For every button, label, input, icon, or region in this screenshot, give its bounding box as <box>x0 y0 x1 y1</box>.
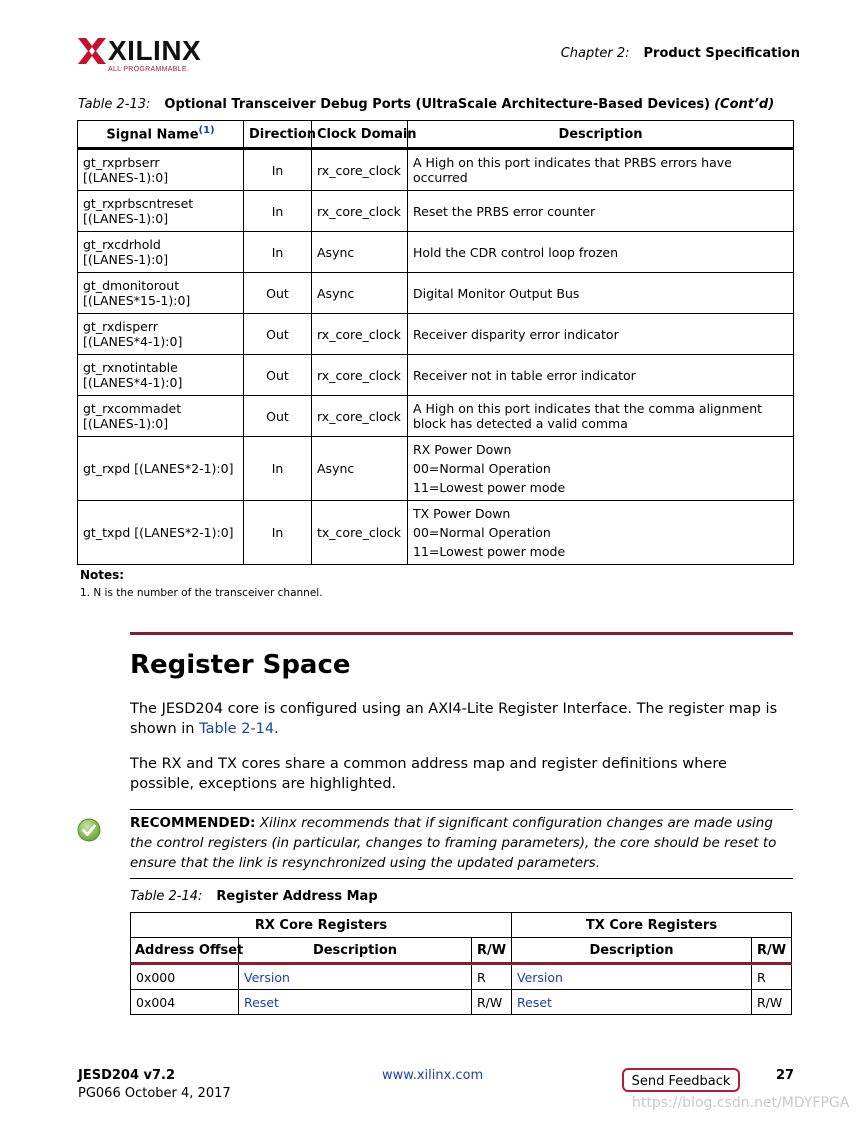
chapter-title: Product Specification <box>643 46 800 61</box>
address-offset-cell: 0x000 <box>131 964 239 990</box>
table-row <box>78 314 794 355</box>
watermark-text: https://blog.csdn.net/MDYFPGA <box>632 1095 850 1111</box>
header-address-offset: Address Offset <box>131 938 239 964</box>
description-cell: Digital Monitor Output Bus <box>408 273 794 314</box>
direction-cell: Out <box>244 314 312 355</box>
rx-description-cell <box>239 964 472 990</box>
recommended-text: Xilinx recommends that if significant configuration changes are made using the control registers (in particular, changes to framing parameters), the core should be reset to ensure that the link is resynchronized using the updated parameters. <box>130 815 777 871</box>
header-signal-name: Signal Name$^{(1)}$ <box>78 121 244 149</box>
table-header-row <box>78 121 794 149</box>
signal-name-cell: gt_rxdisperr [(LANES*4-1):0] <box>78 314 244 355</box>
direction-cell: In <box>244 149 312 191</box>
header-description: Description <box>408 121 794 149</box>
signal-name-cell: gt_rxpd [(LANES*2-1):0] <box>78 437 244 501</box>
table-group-header-row <box>131 913 792 938</box>
direction-cell: Out <box>244 273 312 314</box>
debug-ports-table <box>77 120 794 565</box>
header-tx-rw: R/W <box>752 938 792 964</box>
table-header-row <box>131 938 792 964</box>
signal-name-cell: gt_dmonitorout [(LANES*15-1):0] <box>78 273 244 314</box>
table-row <box>131 990 792 1015</box>
footer-doc-date: PG066 October 4, 2017 <box>78 1086 231 1101</box>
rx-rw-cell: R/W <box>472 990 512 1015</box>
header-clock-domain: Clock Domain <box>312 121 408 149</box>
rx-rw-cell: R <box>472 964 512 990</box>
rx-reset-link[interactable]: Reset <box>244 994 279 1010</box>
table1-caption-label: Table 2-13: <box>78 97 151 112</box>
rx-description-cell <box>239 990 472 1015</box>
tx-description-cell <box>512 964 752 990</box>
recommended-check-icon <box>77 818 101 842</box>
description-cell: Reset the PRBS error counter <box>408 191 794 232</box>
tx-version-link[interactable]: Version <box>517 969 563 985</box>
description-cell: Receiver disparity error indicator <box>408 314 794 355</box>
table-row <box>78 232 794 273</box>
header-tx-description: Description <box>512 938 752 964</box>
table-2-14-link[interactable]: Table 2-14 <box>199 721 275 737</box>
signal-name-cell: gt_rxnotintable [(LANES*4-1):0] <box>78 355 244 396</box>
note-item: 1. N is the number of the transceiver channel. <box>80 587 323 599</box>
signal-name-cell: gt_rxprbscntreset [(LANES-1):0] <box>78 191 244 232</box>
table2-caption-label: Table 2-14: <box>130 889 203 904</box>
table-row <box>78 149 794 191</box>
recommended-label: RECOMMENDED: <box>130 815 256 831</box>
logo-tagline: ALL PROGRAMMABLE. <box>108 66 190 73</box>
table-row <box>78 501 794 565</box>
clock-domain-cell: rx_core_clock <box>312 149 408 191</box>
description-cell: Hold the CDR control loop frozen <box>408 232 794 273</box>
table-row <box>78 437 794 501</box>
clock-domain-cell: Async <box>312 437 408 501</box>
table-row <box>131 964 792 990</box>
notes-title: Notes: <box>80 568 125 582</box>
chapter-label: Chapter 2: <box>560 46 630 61</box>
header-rx-description: Description <box>239 938 472 964</box>
register-address-map-table <box>130 912 792 1015</box>
description-cell: RX Power Down 00=Normal Operation 11=Lowest power mode <box>408 437 794 501</box>
address-offset-cell: 0x004 <box>131 990 239 1015</box>
signal-name-cell: gt_rxcdrhold [(LANES-1):0] <box>78 232 244 273</box>
signal-name-cell: gt_rxprbserr [(LANES-1):0] <box>78 149 244 191</box>
direction-cell: In <box>244 232 312 273</box>
tx-rw-cell: R/W <box>752 990 792 1015</box>
table1-caption <box>78 97 774 112</box>
rx-version-link[interactable]: Version <box>244 969 290 985</box>
table2-caption <box>130 889 378 904</box>
direction-cell: Out <box>244 396 312 437</box>
header-direction: Direction <box>244 121 312 149</box>
clock-domain-cell: Async <box>312 273 408 314</box>
direction-cell: Out <box>244 355 312 396</box>
table1-caption-title: Optional Transceiver Debug Ports (UltraScale Architecture-Based Devices) <box>164 97 711 112</box>
description-cell: A High on this port indicates that the comma alignment block has detected a valid comma <box>408 396 794 437</box>
table2-caption-title: Register Address Map <box>216 889 378 904</box>
paragraph: The RX and TX cores share a common address map and register definitions where possible, exceptions are highlighted. <box>130 756 727 792</box>
footer-doc-title: JESD204 v7.2 <box>78 1068 176 1083</box>
clock-domain-cell: rx_core_clock <box>312 396 408 437</box>
tx-rw-cell: R <box>752 964 792 990</box>
xilinx-logo-icon <box>78 38 106 64</box>
clock-domain-cell: rx_core_clock <box>312 191 408 232</box>
direction-cell: In <box>244 191 312 232</box>
clock-domain-cell: Async <box>312 232 408 273</box>
section-divider <box>130 632 793 635</box>
header-rx-core-registers: RX Core Registers <box>131 913 512 938</box>
table-row <box>78 191 794 232</box>
recommended-callout <box>130 809 793 879</box>
footer-website-link[interactable]: www.xilinx.com <box>382 1068 484 1083</box>
header-rx-rw: R/W <box>472 938 512 964</box>
direction-cell: In <box>244 501 312 565</box>
description-cell: A High on this port indicates that PRBS errors have occurred <box>408 149 794 191</box>
paragraph: The JESD204 core is configured using an AXI4-Lite Register Interface. The register map is shown in Table 2-14. <box>130 701 778 737</box>
table1-caption-cont: (Cont’d) <box>714 97 775 112</box>
table-row <box>78 273 794 314</box>
table-row <box>78 396 794 437</box>
signal-name-cell: gt_txpd [(LANES*2-1):0] <box>78 501 244 565</box>
section-heading: Register Space <box>130 650 351 680</box>
table-row <box>78 355 794 396</box>
clock-domain-cell: rx_core_clock <box>312 355 408 396</box>
logo-wordmark: XILINX <box>108 35 202 66</box>
direction-cell: In <box>244 437 312 501</box>
page-number: 27 <box>776 1068 795 1083</box>
description-cell: Receiver not in table error indicator <box>408 355 794 396</box>
description-cell: TX Power Down 00=Normal Operation 11=Lowest power mode <box>408 501 794 565</box>
footnote-ref-link[interactable]: (1) <box>198 125 215 137</box>
send-feedback-button[interactable]: Send Feedback <box>622 1068 740 1092</box>
clock-domain-cell: tx_core_clock <box>312 501 408 565</box>
clock-domain-cell: rx_core_clock <box>312 314 408 355</box>
header-tx-core-registers: TX Core Registers <box>512 913 792 938</box>
signal-name-cell: gt_rxcommadet [(LANES-1):0] <box>78 396 244 437</box>
tx-description-cell <box>512 990 752 1015</box>
chapter-heading <box>561 46 800 61</box>
tx-reset-link[interactable]: Reset <box>517 994 552 1010</box>
